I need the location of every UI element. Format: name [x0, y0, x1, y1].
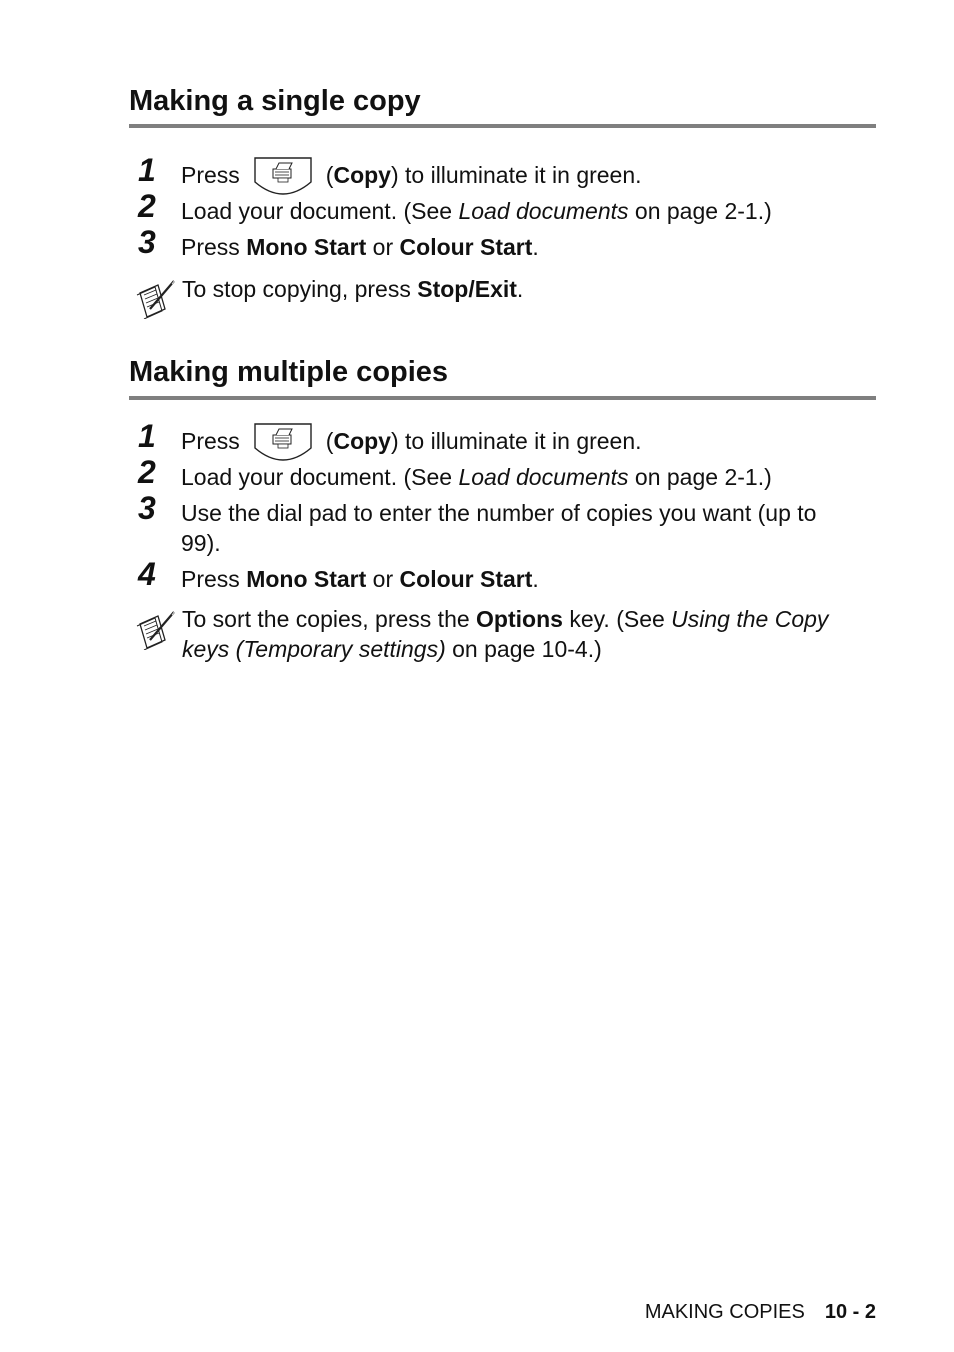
- copy-key-label: Copy: [333, 162, 391, 188]
- cross-reference: Load documents: [458, 198, 629, 224]
- step-number: 2: [138, 454, 156, 490]
- step-text: [181, 426, 831, 456]
- step-text-post: on page 2-1.): [628, 198, 772, 224]
- mono-start-key-label: Mono Start: [246, 566, 367, 592]
- step-text-post: .: [532, 566, 539, 592]
- step-text-pre: Press: [181, 428, 240, 454]
- step-text: [181, 160, 831, 190]
- note-pencil-icon: [134, 279, 178, 319]
- step-text-open: (: [325, 428, 334, 454]
- cross-reference: Using the Copy keys (Temporary settings): [182, 606, 829, 662]
- heading-rule: [129, 396, 876, 400]
- step-text-pre: Load your document. (See: [181, 198, 459, 224]
- cross-reference: Load documents: [458, 464, 629, 490]
- page-footer: [645, 1299, 876, 1325]
- step-text: [181, 232, 831, 262]
- step-number: 1: [138, 152, 156, 188]
- note-text-mid: key. (See: [562, 606, 672, 632]
- step-number: 4: [138, 556, 156, 592]
- section-heading-single-copy: Making a single copy: [129, 85, 421, 117]
- footer-section-title: MAKING COPIES: [644, 1301, 805, 1323]
- section-heading-multiple-copies: Making multiple copies: [129, 356, 449, 388]
- step-text-post: ) to illuminate it in green.: [390, 162, 642, 188]
- stop-exit-key-label: Stop/Exit: [417, 276, 517, 302]
- colour-start-key-label: Colour Start: [399, 566, 533, 592]
- page-number: 10 - 2: [824, 1301, 876, 1323]
- note-text-pre: To sort the copies, press the: [182, 606, 477, 632]
- step-text-pre: Press: [181, 162, 240, 188]
- step-text-mid: or: [366, 234, 400, 260]
- copy-key-icon: [252, 422, 314, 464]
- step-text-pre: Press: [181, 234, 247, 260]
- mono-start-key-label: Mono Start: [246, 234, 367, 260]
- step-text-post: ) to illuminate it in green.: [390, 428, 642, 454]
- note-text-post: on page 10-4.): [445, 636, 602, 662]
- step-number: 3: [138, 490, 156, 526]
- options-key-label: Options: [476, 606, 563, 632]
- step-text: [181, 462, 831, 492]
- note-pencil-icon: [134, 610, 178, 650]
- step-number: 3: [138, 224, 156, 260]
- step-text-post: .: [532, 234, 539, 260]
- step-text: [181, 564, 831, 594]
- step-text-mid: or: [366, 566, 400, 592]
- note-text: [182, 274, 852, 304]
- copy-key-label: Copy: [333, 428, 391, 454]
- step-text-open: (: [325, 162, 334, 188]
- step-number: 2: [138, 188, 156, 224]
- step-text: Use the dial pad to enter the number of copies you want (up to 99).: [181, 500, 817, 556]
- heading-rule: [129, 124, 876, 128]
- note-text-pre: To stop copying, press: [182, 276, 418, 302]
- note-text: [182, 604, 842, 664]
- step-text-pre: Press: [181, 566, 247, 592]
- note-text-post: .: [516, 276, 524, 302]
- step-number: 1: [138, 418, 156, 454]
- colour-start-key-label: Colour Start: [399, 234, 533, 260]
- step-text-post: on page 2-1.): [628, 464, 772, 490]
- copy-key-icon: [252, 156, 314, 198]
- step-text: [181, 196, 831, 226]
- step-text-pre: Load your document. (See: [181, 464, 459, 490]
